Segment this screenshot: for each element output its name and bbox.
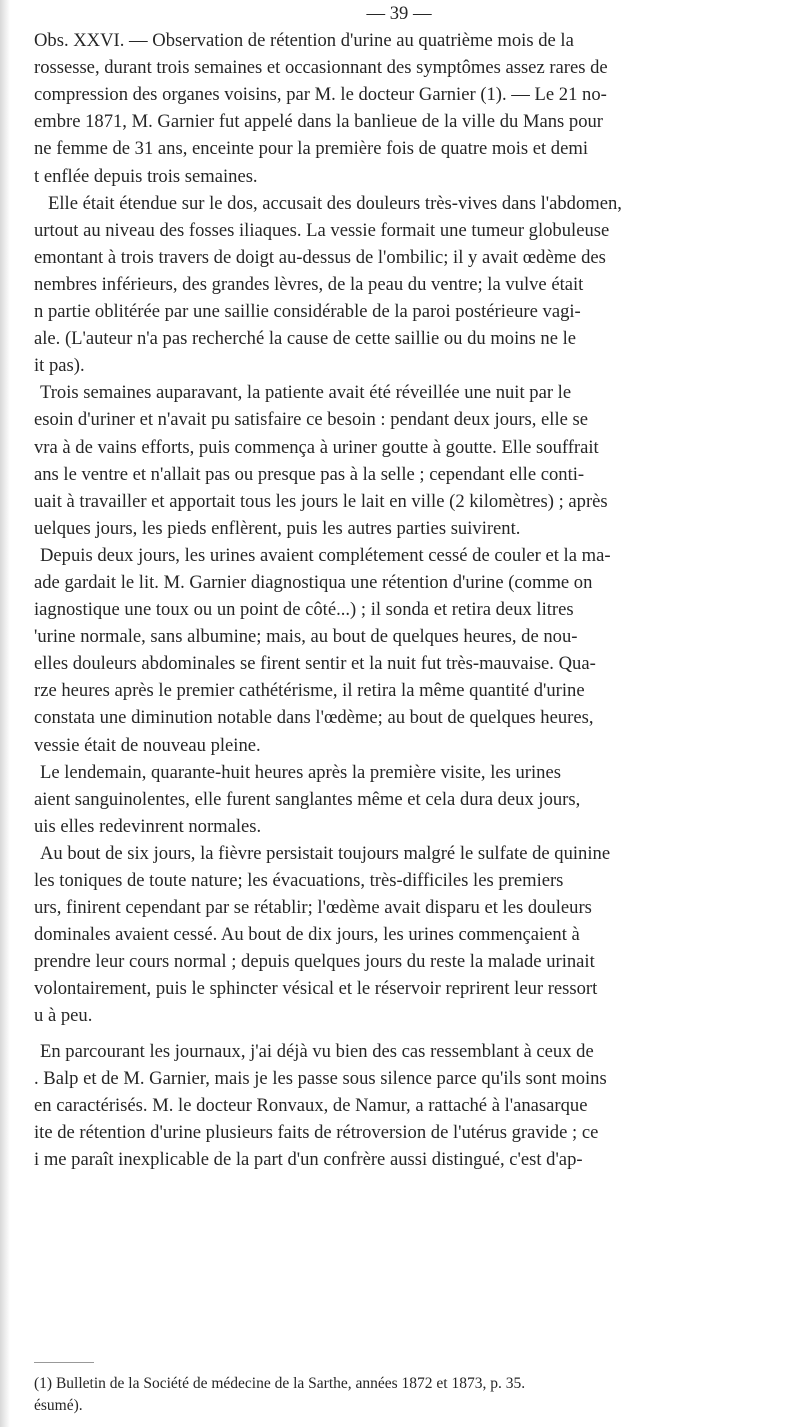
text-line: urs, finirent cependant par se rétablir; l'œdème avait disparu et les douleurs xyxy=(34,897,592,919)
text-line: i me paraît inexplicable de la part d'un confrère aussi distingué, c'est d'ap- xyxy=(34,1148,583,1170)
text-line: les toniques de toute nature; les évacuations, très-difficiles les premiers xyxy=(34,870,564,891)
text-line: vessie était de nouveau pleine. xyxy=(34,734,261,756)
text-line: En parcourant les journaux, j'ai déjà vu bien des cas ressemblant à ceux de xyxy=(40,1040,594,1062)
text-line: vra à de vains efforts, puis commença à uriner goutte à goutte. Elle souffrait xyxy=(34,436,599,458)
text-line: rossesse, durant trois semaines et occasionnant des symptômes assez rares de xyxy=(34,57,608,79)
text-line: Depuis deux jours, les urines avaient complétement cessé de couler et la ma- xyxy=(40,544,611,566)
text-line: emontant à trois travers de doigt au-dessus de l'ombilic; il y avait œdème des xyxy=(34,246,606,268)
text-line: . Balp et de M. Garnier, mais je les passe sous silence parce qu'ils sont moins xyxy=(34,1067,607,1089)
text-line: Au bout de six jours, la fièvre persistait toujours malgré le sulfate de quinine xyxy=(40,842,611,864)
footnote xyxy=(34,1373,794,1417)
text-line: en caractérisés. M. le docteur Ronvaux, de Namur, a rattaché à l'anasarque xyxy=(34,1094,588,1116)
text-line: constata une diminution notable dans l'œdème; au bout de quelques heures, xyxy=(34,707,594,729)
text-line: elles douleurs abdominales se firent sentir et la nuit fut très-mauvaise. Qua- xyxy=(34,653,596,675)
footnote-line: (1) Bulletin de la Société de médecine de la Sarthe, années 1872 et 1873, p. 35. xyxy=(34,1375,526,1392)
text-line: embre 1871, M. Garnier fut appelé dans la banlieue de la ville du Mans pour xyxy=(34,111,603,133)
text-line: ale. (L'auteur n'a pas recherché la cause de cette saillie ou du moins ne le xyxy=(34,328,577,350)
text-line: compression des organes voisins, par M. le docteur Garnier (1). — Le 21 no- xyxy=(34,84,607,106)
text-line: Obs. XXVI. — Observation de rétention d'urine au quatrième mois de la xyxy=(34,30,574,52)
text-line: uis elles redevinrent normales. xyxy=(34,815,262,837)
text-line: iagnostique une toux ou un point de côté...) ; il sonda et retira deux litres xyxy=(34,599,574,621)
text-line: urtout au niveau des fosses iliaques. La vessie formait une tumeur globuleuse xyxy=(34,219,610,241)
text-line: ade gardait le lit. M. Garnier diagnostiqua une rétention d'urine (comme on xyxy=(34,571,593,593)
text-line: volontairement, puis le sphincter vésical et le réservoir reprirent leur ressort xyxy=(34,978,598,1000)
footnote-line: ésumé). xyxy=(34,1397,83,1414)
text-line: it pas). xyxy=(34,355,85,377)
text-line: Le lendemain, quarante-huit heures après la première visite, les urines xyxy=(40,761,561,783)
scan-shadow-edge xyxy=(0,0,10,1427)
text-line: uait à travailler et apportait tous les jours le lait en ville (2 kilomètres) ; après xyxy=(34,490,608,512)
text-line: uelques jours, les pieds enflèrent, puis les autres parties suivirent. xyxy=(34,517,521,539)
text-line: nembres inférieurs, des grandes lèvres, de la peau du ventre; la vulve était xyxy=(34,273,584,295)
text-line: ans le ventre et n'allait pas ou presque pas à la selle ; cependant elle conti- xyxy=(34,463,585,485)
paragraph-gap xyxy=(34,1030,794,1038)
text-line: 'urine normale, sans albumine; mais, au bout de quelques heures, de nou- xyxy=(34,626,578,648)
text-line: rze heures après le premier cathétérisme, il retira la même quantité d'urine xyxy=(34,680,585,702)
body-text xyxy=(34,0,794,1173)
text-line: t enflée depuis trois semaines. xyxy=(34,165,258,187)
text-line: Trois semaines auparavant, la patiente avait été réveillée une nuit par le xyxy=(40,382,572,404)
text-line: aient sanguinolentes, elle furent sanglantes même et cela dura deux jours, xyxy=(34,788,581,810)
text-line: ne femme de 31 ans, enceinte pour la première fois de quatre mois et demi xyxy=(34,138,588,160)
text-line: dominales avaient cessé. Au bout de dix jours, les urines commençaient à xyxy=(34,924,580,946)
footnote-divider xyxy=(34,1362,94,1363)
page-number: — 39 — xyxy=(366,3,432,24)
text-line: Elle était étendue sur le dos, accusait des douleurs très-vives dans l'abdomen, xyxy=(48,192,622,214)
text-line: ite de rétention d'urine plusieurs faits de rétroversion de l'utérus gravide ; ce xyxy=(34,1121,599,1143)
text-line: u à peu. xyxy=(34,1005,93,1027)
text-line: esoin d'uriner et n'avait pu satisfaire ce besoin : pendant deux jours, elle se xyxy=(34,409,589,431)
text-line: prendre leur cours normal ; depuis quelques jours du reste la malade urinait xyxy=(34,951,595,973)
text-line: n partie oblitérée par une saillie considérable de la paroi postérieure vagi- xyxy=(34,301,581,323)
